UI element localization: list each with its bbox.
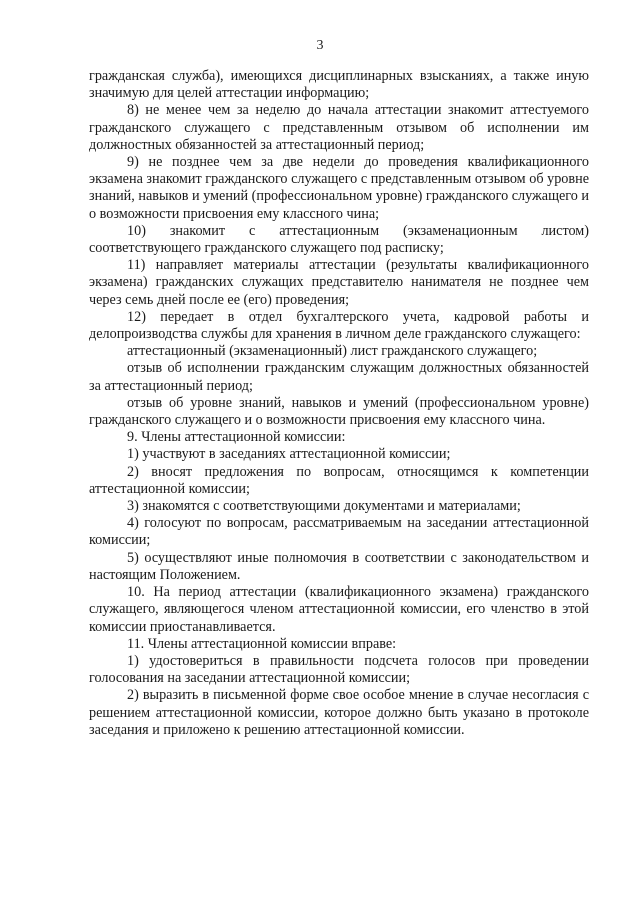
paragraph: отзыв об уровне знаний, навыков и умений (профессиональном уровне) гражданского служащего и о возможности присвоения ему классного чина. xyxy=(89,394,589,429)
paragraph: 8) не менее чем за неделю до начала аттестации знакомит аттестуемого гражданского служащего с представленным отзывом об исполнении им должностных обязанностей за аттестационный период; xyxy=(89,102,589,153)
paragraph: 1) участвуют в заседаниях аттестационной комиссии; xyxy=(127,446,451,463)
paragraph: аттестационный (экзаменационный) лист гражданского служащего; xyxy=(127,343,538,360)
paragraph: 10. На период аттестации (квалификационного экзамена) гражданского служащего, являющегося членом аттестационной комиссии, его членство в этой комиссии приостанавливается. xyxy=(89,584,589,635)
paragraph: 2) вносят предложения по вопросам, относящимся к компетенции аттестационной комиссии; xyxy=(89,463,589,497)
paragraph: 10) знакомит с аттестационным (экзаменационным листом) соответствующего гражданского служащего под расписку; xyxy=(89,222,589,257)
paragraph: 2) выразить в письменной форме свое особое мнение в случае несогласия с решением аттестационной комиссии, которое должно быть указано в протоколе заседания и приложено к решению аттестационной комиссии. xyxy=(89,687,589,738)
paragraph: 3) знакомятся с соответствующими документами и материалами; xyxy=(127,498,521,515)
paragraph: 9) не позднее чем за две недели до проведения квалификационного экзамена знакомит гражданского служащего с представленным отзывом об уровне знаний, навыков и умений (профессиональном уровне) гражданского служащего и о возможности присвоения ему классного чина; xyxy=(89,154,590,222)
paragraph: 4) голосуют по вопросам, рассматриваемым на заседании аттестационной комиссии; xyxy=(89,515,589,549)
page-number: 3 xyxy=(316,38,324,53)
paragraph: 1) удостовериться в правильности подсчета голосов при проведении голосования на заседании аттестационной комиссии; xyxy=(89,652,589,687)
paragraph: 9. Члены аттестационной комиссии: xyxy=(127,429,346,446)
paragraph: 11. Члены аттестационной комиссии вправе: xyxy=(127,635,397,652)
paragraph: 11) направляет материалы аттестации (результаты квалификационного экзамена) гражданских служащих представителю нанимателя не позднее чем через семь дней после ее (его) проведения; xyxy=(89,257,589,308)
document-body xyxy=(89,68,589,739)
paragraph: гражданская служба), имеющихся дисциплинарных взысканиях, а также иную значимую для целей аттестации информацию; xyxy=(89,68,589,102)
paragraph: 12) передает в отдел бухгалтерского учета, кадровой работы и делопроизводства службы для хранения в личном деле гражданского служащего: xyxy=(89,308,589,343)
paragraph: 5) осуществляют иные полномочия в соответствии с законодательством и настоящим Положением. xyxy=(89,549,589,583)
paragraph: отзыв об исполнении гражданским служащим должностных обязанностей за аттестационный период; xyxy=(89,360,589,394)
